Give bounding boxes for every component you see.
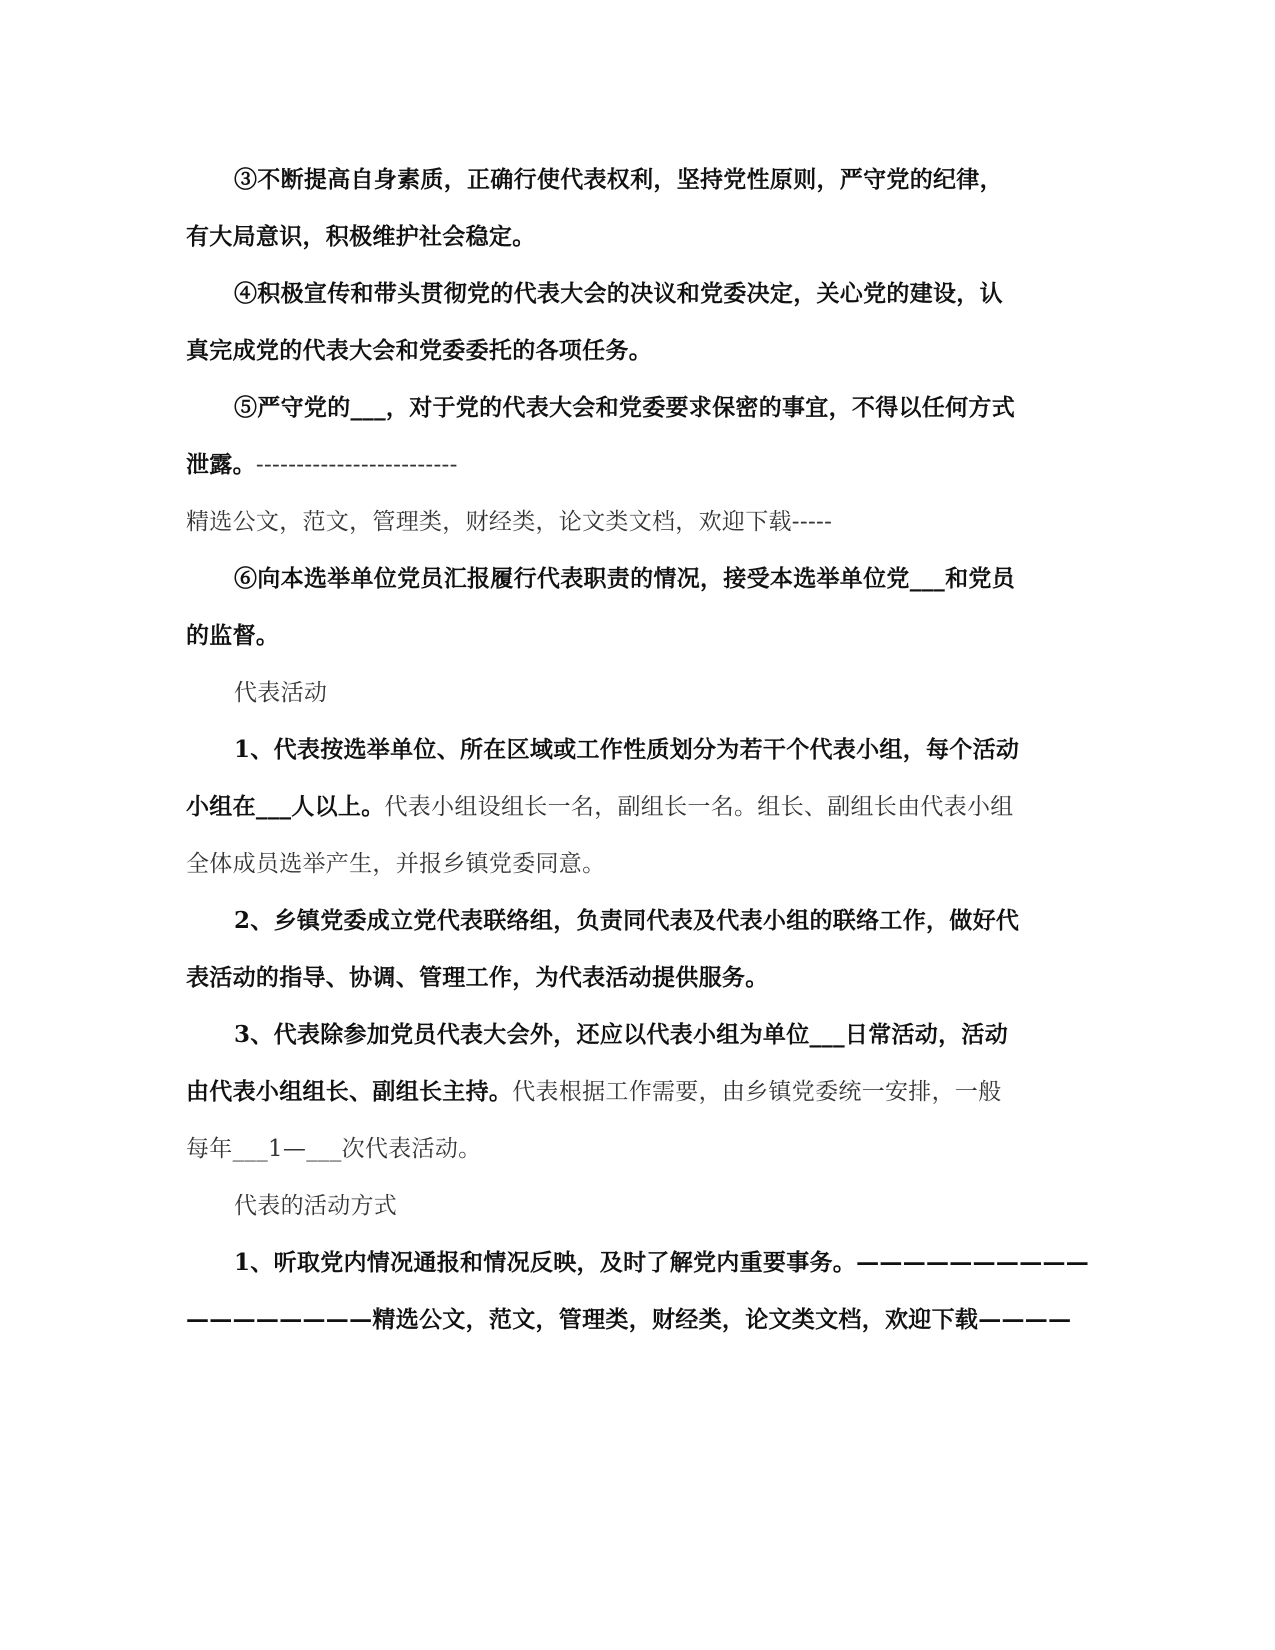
text-line [186,849,605,879]
text-run: 1、代表按选举单位、所在区域或工作性质划分为若干个代表小组，每个活动 [234,736,1020,763]
text-line [186,1077,1002,1107]
watermark-line [186,1305,1071,1335]
text-line [234,279,1003,309]
section-heading [234,1191,397,1221]
text-line [186,450,458,480]
text-run: 泄露。 [186,451,256,478]
text-line [186,1134,481,1164]
text-run: ③不断提高自身素质，正确行使代表权利，坚持党性原则，严守党的纪律， [234,166,1003,193]
text-line [186,963,769,993]
text-line [234,1248,1089,1278]
text-run: 由代表小组组长、副组长主持。 [186,1078,513,1105]
text-line [234,735,1019,765]
text-line [234,906,1019,936]
text-run: 1、听取党内情况通报和情况反映，及时了解党内重要事务。—————————— [234,1249,1090,1276]
text-run: 有大局意识，积极维护社会稳定。 [186,223,536,250]
text-run: 每年___1—___次代表活动。 [186,1136,482,1162]
watermark-line [186,507,832,537]
text-run: 3、代表除参加党员代表大会外，还应以代表小组为单位___日常活动，活动 [234,1021,1009,1048]
text-run: ④积极宣传和带头贯彻党的代表大会的决议和党委决定，关心党的建设，认 [234,280,1003,307]
text-run: 精选公文，范文，管理类，财经类，论文类文档，欢迎下载----- [186,509,833,535]
text-line [186,336,652,366]
text-line [234,165,1003,195]
text-run: ————————精选公文，范文，管理类，财经类，论文类文档，欢迎下载———— [186,1306,1072,1333]
text-run: 真完成党的代表大会和党委委托的各项任务。 [186,337,652,364]
text-run: 代表根据工作需要，由乡镇党委统一安排，一般 [512,1079,1002,1105]
text-line [186,621,279,651]
text-run: 2、乡镇党委成立党代表联络组，负责同代表及代表小组的联络工作，做好代 [234,907,1020,934]
text-run: 的监督。 [186,622,280,649]
text-run: 代表活动 [234,680,328,706]
text-run: 小组在___人以上。 [186,793,385,820]
text-run: 全体成员选举产生，并报乡镇党委同意。 [186,851,606,877]
separator-dashes: ------------------------- [255,452,458,478]
text-run: ⑤严守党的___，对于党的代表大会和党委要求保密的事宜，不得以任何方式 [234,394,1015,421]
text-run: 表活动的指导、协调、管理工作，为代表活动提供服务。 [186,964,769,991]
text-line [186,222,536,252]
text-run: 代表小组设组长一名，副组长一名。组长、副组长由代表小组 [384,794,1014,820]
text-run: 代表的活动方式 [234,1193,398,1219]
text-line [186,792,1014,822]
text-line [234,393,1015,423]
text-run: ⑥向本选举单位党员汇报履行代表职责的情况，接受本选举单位党___和党员 [234,565,1015,592]
text-line [234,1020,1008,1050]
section-heading [234,678,327,708]
text-line [234,564,1015,594]
